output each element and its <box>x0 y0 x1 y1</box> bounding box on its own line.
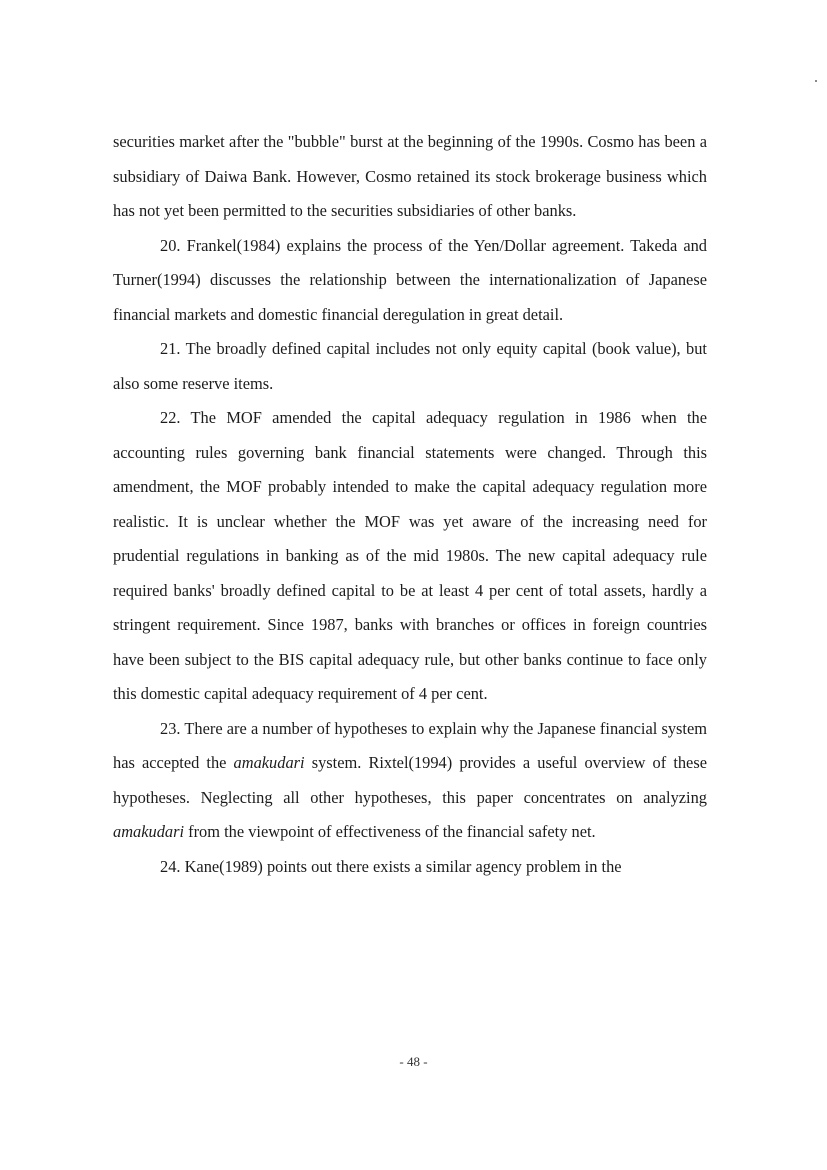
body-text <box>113 125 707 884</box>
paragraph-note-20: 20. Frankel(1984) explains the process of the Yen/Dollar agreement. Takeda and Turner(1994) discusses the relationship between the internationalization of Japanese financial markets and domestic financial deregulation in great detail. <box>113 235 707 324</box>
paragraph-note-23-part-3: from the viewpoint of effectiveness of the financial safety net. <box>184 822 596 841</box>
italic-term-amakudari: amakudari <box>113 822 185 841</box>
paragraph-note-23-part-1: 23. There are a number of hypotheses to explain why the Japanese financial system has accepted the <box>113 718 707 772</box>
paragraph-note-22: 22. The MOF amended the capital adequacy regulation in 1986 when the accounting rules governing bank financial statements were changed. Through this amendment, the MOF probably intended to make the capital adequacy regulation more realistic. It is unclear whether the MOF was yet aware of the increasing need for prudential regulations in banking as of the mid 1980s. The new capital adequacy rule required banks' broadly defined capital to be at least 4 per cent of total assets, hardly a stringent requirement. Since 1987, banks with branches or offices in foreign countries have been subject to the BIS capital adequacy rule, but other banks continue to face only this domestic capital adequacy requirement of 4 per cent. <box>113 408 707 703</box>
scan-mark <box>815 80 817 82</box>
paragraph-note-23 <box>113 712 707 850</box>
italic-term-amakudari: amakudari <box>233 753 305 772</box>
paragraph-note-23-part-2: system. Rixtel(1994) provides a useful overview of these hypotheses. Neglecting all other hypotheses, this paper concentrates on analyzing <box>113 753 707 807</box>
paragraph-continuation: securities market after the "bubble" burst at the beginning of the 1990s. Cosmo has been a subsidiary of Daiwa Bank. However, Cosmo retained its stock brokerage business which has not yet been permitted to the securities subsidiaries of other banks. <box>113 132 707 220</box>
paragraph-note-24: 24. Kane(1989) points out there exists a similar agency problem in the <box>160 856 622 876</box>
paragraph-note-21: 21. The broadly defined capital includes not only equity capital (book value), but also some reserve items. <box>113 339 707 393</box>
page-number: - 48 - <box>399 1054 428 1069</box>
